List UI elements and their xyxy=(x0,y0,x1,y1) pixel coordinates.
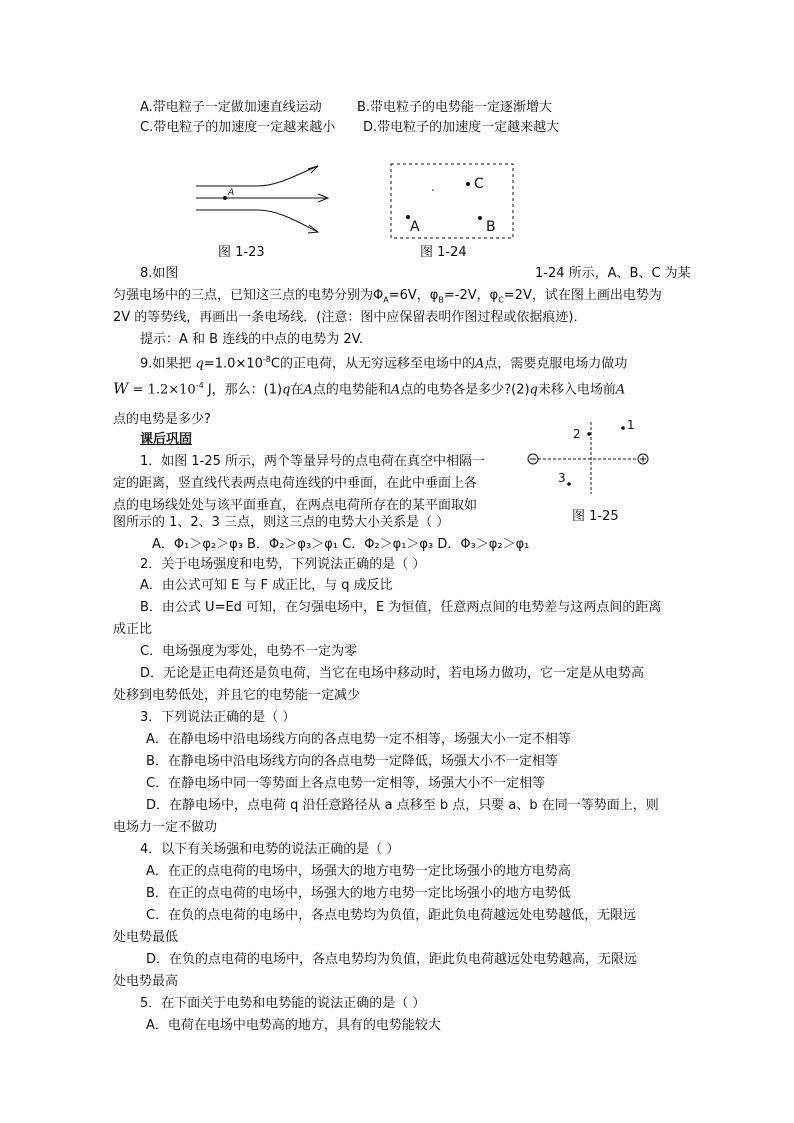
point-3-dot xyxy=(567,482,571,486)
point-a-dot xyxy=(223,196,227,200)
figure-1-24 xyxy=(390,163,514,239)
p1-line3: 点的电场线处处与该平面垂直，在两点电荷所存在的某平面取如 xyxy=(113,498,478,513)
point-3-label: 3 xyxy=(558,471,566,485)
q9-line3: 点的电势是多少? xyxy=(113,412,211,427)
q7-option-d: D.带电粒子的加速度一定越来越大 xyxy=(363,120,560,135)
q7-option-a: A.带电粒子一定做加速直线运动 xyxy=(140,100,322,115)
p4-stem: 4．以下有关场强和电势的说法正确的是（ ） xyxy=(140,842,400,857)
p3-option-d-line2: 电场力一定不做功 xyxy=(113,820,218,835)
p1-line4: 图所示的 1、2、3 三点，则这三点的电势大小关系是（ ） xyxy=(113,515,450,530)
p3-option-d-line1: D．在静电场中，点电荷 q 沿任意路径从 a 点移至 b 点，只要 a、b 在同一等势面上，则 xyxy=(146,798,659,813)
point-c-label: C xyxy=(474,176,484,192)
q8-line1-end: 1-24 所示，A、B、C 为某 xyxy=(535,266,691,281)
figure-1-24-caption: 图 1-24 xyxy=(420,245,467,260)
p2-option-d-line1: D．无论是正电荷还是负电荷，当它在电场中移动时，若电场力做功，它一定是从电势高 xyxy=(140,666,645,681)
point-1-dot xyxy=(621,426,625,430)
q9-line1: 9.如果把 $q=1.0\times 10^{-8}C$的正电荷，从无穷远移至电场中的A点，需要克服电场力做功 xyxy=(140,355,628,372)
point-2-label: 2 xyxy=(573,427,581,441)
p4-option-c-line2: 处电势最低 xyxy=(113,930,179,945)
figure-1-23 xyxy=(188,160,328,240)
lower-field-line xyxy=(196,210,318,232)
p3-option-b: B．在静电场中沿电场线方向的各点电势一定降低，场强大小不一定相等 xyxy=(146,754,558,769)
q8-hint: 提示：A 和 B 连线的中点的电势为 2V. xyxy=(140,332,363,347)
point-1-label: 1 xyxy=(627,418,635,432)
p5-stem: 5．在下面关于电势和电势能的说法正确的是（ ） xyxy=(140,996,426,1011)
point-2-dot xyxy=(587,432,591,436)
p2-option-b-line1: B．由公式 U=Ed 可知，在匀强电场中，E 为恒值，任意两点间的电势差与这两点间的距离 xyxy=(140,600,662,615)
point-a-label: A xyxy=(228,188,235,198)
upper-field-line xyxy=(196,166,318,186)
q8-line3: 2V 的等势线，再画出一条电场线．(注意：图中应保留表明作图过程或依据痕迹)． xyxy=(113,310,587,325)
q9-line2: $W = 1.2\times 10^{-4}$ J，那么：(1)q在A点的电势能和A点的电势各是多少?(2)q未移入电场前A xyxy=(113,379,626,398)
faint-dot xyxy=(432,189,434,191)
p2-option-c: C．电场强度为零处，电势不一定为零 xyxy=(140,644,358,659)
section-title: 课后巩固 xyxy=(140,432,193,447)
p1-options: A．Φ₁＞φ₂＞φ₃ B．Φ₂＞φ₃＞φ₁ C．Φ₂＞φ₁＞φ₃ D．Φ₃＞φ₂＞φ₁ xyxy=(152,537,530,552)
p3-option-c: C．在静电场中同一等势面上各点电势一定相等，场强大小不一定相等 xyxy=(146,776,546,791)
figure-1-23-caption: 图 1-23 xyxy=(218,245,265,260)
p2-option-d-line2: 处移到电势低处，并且它的电势能一定减少 xyxy=(113,688,361,703)
p3-option-a: A．在静电场中沿电场线方向的各点电势一定不相等，场强大小一定不相等 xyxy=(146,732,571,747)
p4-option-d-line2: 处电势最高 xyxy=(113,974,179,989)
p2-option-a: A．由公式可知 E 与 F 成正比，与 q 成反比 xyxy=(140,578,393,593)
p3-stem: 3．下列说法正确的是（ ） xyxy=(140,710,296,725)
p2-option-b-line2: 成正比 xyxy=(113,622,153,637)
q7-option-b: B.带电粒子的电势能一定逐渐增大 xyxy=(357,100,553,115)
q8-line2: 匀强电场中的三点，已知这三点的电势分别为$\Phi_A=6V$，$\varphi_B=-2V$，$\varphi_C=2V$，试在图上画出电势为 xyxy=(113,288,662,305)
p5-option-a: A．电荷在电场中电势高的地方，具有的电势能较大 xyxy=(146,1018,441,1033)
q8-line1-start: 8.如图 xyxy=(140,266,179,281)
p4-option-d-line1: D．在负的点电荷的电场中，各点电势均为负值，距此负电荷越远处电势越高，无限远 xyxy=(146,952,638,967)
figure-1-25 xyxy=(526,418,666,498)
p4-option-a: A．在正的点电荷的电场中，场强大的地方电势一定比场强小的地方电势高 xyxy=(146,864,571,879)
p4-option-c-line1: C．在负的点电荷的电场中，各点电势均为负值，距此负电荷越远处电势越低，无限远 xyxy=(146,908,637,923)
point-c-dot xyxy=(466,182,470,186)
p1-line2: 定的距离，竖直线代表两点电荷连线的中垂面，在此中垂面上各 xyxy=(113,476,478,491)
p4-option-b: B．在正的点电荷的电场中，场强大的地方电势一定比场强小的地方电势低 xyxy=(146,886,571,901)
point-a-label: A xyxy=(410,219,420,235)
point-b-label: B xyxy=(486,219,496,235)
p2-stem: 2．关于电场强度和电势，下列说法正确的是（ ） xyxy=(140,557,426,572)
point-b-dot xyxy=(478,216,482,220)
figure-1-25-caption: 图 1-25 xyxy=(572,509,619,524)
p1-line1: 1．如图 1-25 所示，两个等量异号的点电荷在真空中相隔一 xyxy=(140,454,486,469)
q7-option-c: C.带电粒子的加速度一定越来越小 xyxy=(140,120,336,135)
